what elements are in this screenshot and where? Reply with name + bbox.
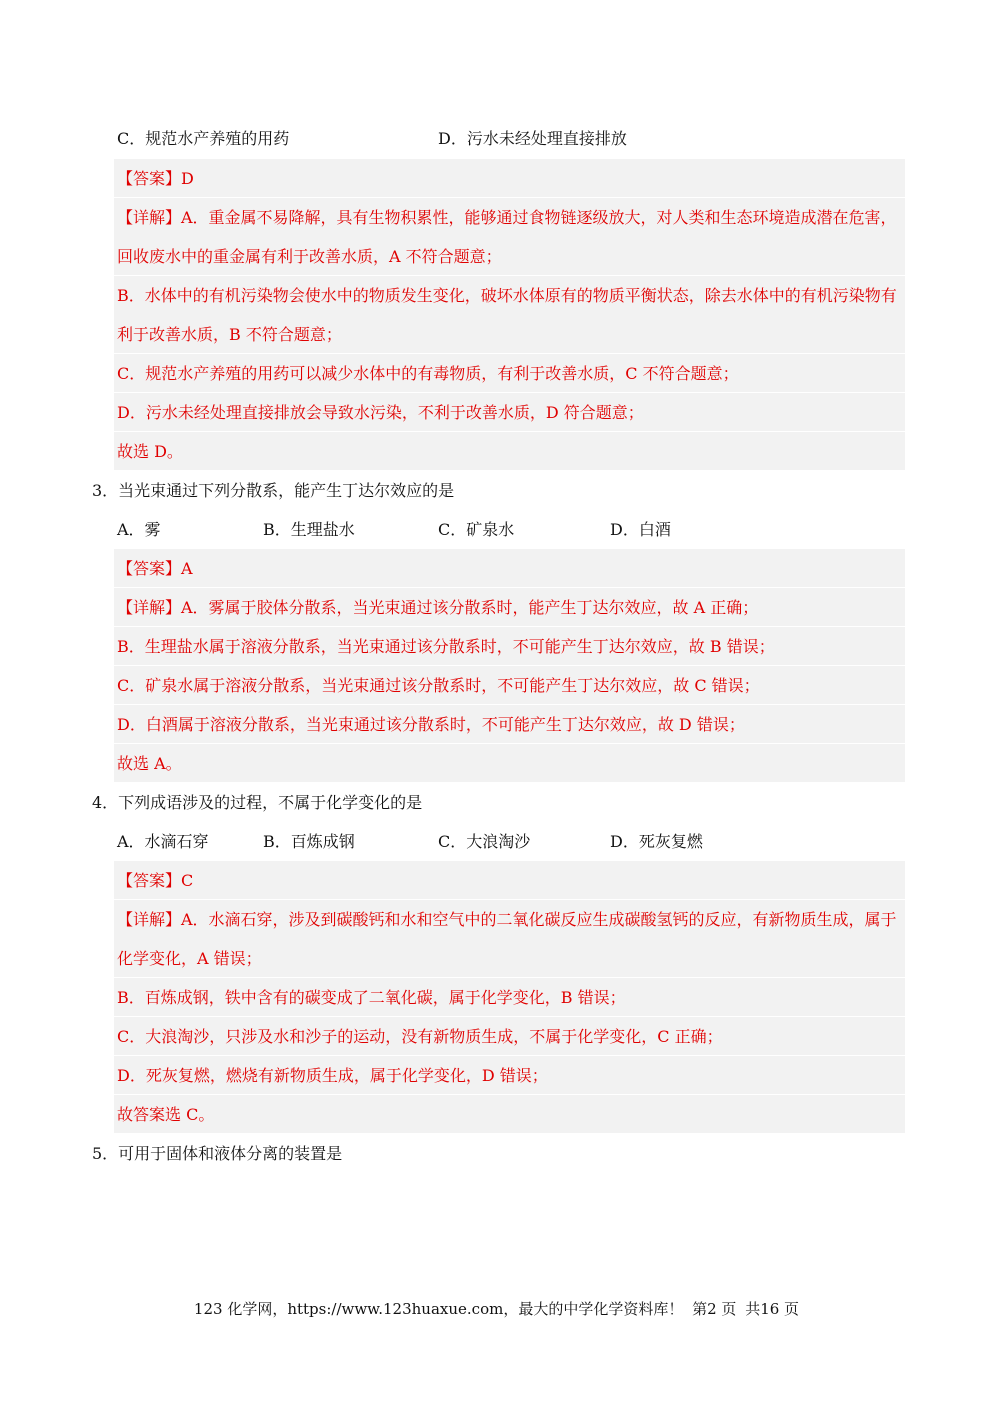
- footer-total-pages: 共16 页: [745, 1300, 800, 1318]
- q4-answer-box: [114, 861, 905, 1134]
- q2-detail-a: 【详解】A．重金属不易降解，具有生物积累性，能够通过食物链逐级放大，对人类和生态环境造成潜在危害，回收废水中的重金属有利于改善水质，A 不符合题意；: [114, 198, 905, 276]
- q2-option-c: C．规范水产养殖的用药: [117, 129, 290, 148]
- q3-answer: 【答案】A: [114, 549, 905, 588]
- q2-answer: 【答案】D: [114, 159, 905, 198]
- q2-detail-d: D．污水未经处理直接排放会导致水污染，不利于改善水质，D 符合题意；: [114, 393, 905, 432]
- q2-detail-c: C．规范水产养殖的用药可以减少水体中的有毒物质，有利于改善水质，C 不符合题意；: [114, 354, 905, 393]
- q3-detail-c: C．矿泉水属于溶液分散系，当光束通过该分散系时，不可能产生丁达尔效应，故 C 错误；: [114, 666, 905, 705]
- q3-option-a: A．雾: [117, 520, 161, 539]
- q3-option-c: C．矿泉水: [438, 520, 515, 539]
- footer-site: 123 化学网，https://www.123huaxue.com，最大的中学化学资料库！: [193, 1300, 684, 1318]
- q4-detail-c: C．大浪淘沙，只涉及水和沙子的运动，没有新物质生成，不属于化学变化，C 正确；: [114, 1017, 905, 1056]
- q3-conclusion: 故选 A。: [114, 744, 905, 783]
- q4-option-b: B．百炼成钢: [263, 832, 355, 851]
- footer-page-number: 第2 页: [692, 1300, 737, 1318]
- q3-detail-a: 【详解】A．雾属于胶体分散系，当光束通过该分散系时，能产生丁达尔效应，故 A 正确；: [114, 588, 905, 627]
- q2-detail-b: B．水体中的有机污染物会使水中的物质发生变化，破坏水体原有的物质平衡状态，除去水体中的有机污染物有利于改善水质，B 不符合题意；: [114, 276, 905, 354]
- q4-option-c: C．大浪淘沙: [438, 832, 531, 851]
- q3-answer-box: [114, 549, 905, 783]
- q3-option-d: D．白酒: [610, 520, 671, 539]
- q3-option-b: B．生理盐水: [263, 520, 355, 539]
- q4-detail-a: 【详解】A．水滴石穿，涉及到碳酸钙和水和空气中的二氧化碳反应生成碳酸氢钙的反应，有新物质生成，属于化学变化，A 错误；: [114, 900, 905, 978]
- q4-conclusion: 故答案选 C。: [114, 1095, 905, 1134]
- page-footer: [0, 1298, 993, 1320]
- q4-detail-d: D．死灰复燃，燃烧有新物质生成，属于化学变化，D 错误；: [114, 1056, 905, 1095]
- q4-option-a: A．水滴石穿: [117, 832, 209, 851]
- q2-conclusion: 故选 D。: [114, 432, 905, 471]
- q2-answer-box: [114, 159, 905, 471]
- q4-answer: 【答案】C: [114, 861, 905, 900]
- q5-stem: 5．可用于固体和液体分离的装置是: [92, 1144, 343, 1163]
- q3-stem: 3．当光束通过下列分散系，能产生丁达尔效应的是: [92, 481, 455, 500]
- q2-option-d: D．污水未经处理直接排放: [438, 129, 627, 148]
- q4-stem: 4．下列成语涉及的过程，不属于化学变化的是: [92, 793, 423, 812]
- q3-detail-d: D．白酒属于溶液分散系，当光束通过该分散系时，不可能产生丁达尔效应，故 D 错误；: [114, 705, 905, 744]
- q4-option-d: D．死灰复燃: [610, 832, 703, 851]
- q4-detail-b: B．百炼成钢，铁中含有的碳变成了二氧化碳，属于化学变化，B 错误；: [114, 978, 905, 1017]
- q3-detail-b: B．生理盐水属于溶液分散系，当光束通过该分散系时，不可能产生丁达尔效应，故 B 错误；: [114, 627, 905, 666]
